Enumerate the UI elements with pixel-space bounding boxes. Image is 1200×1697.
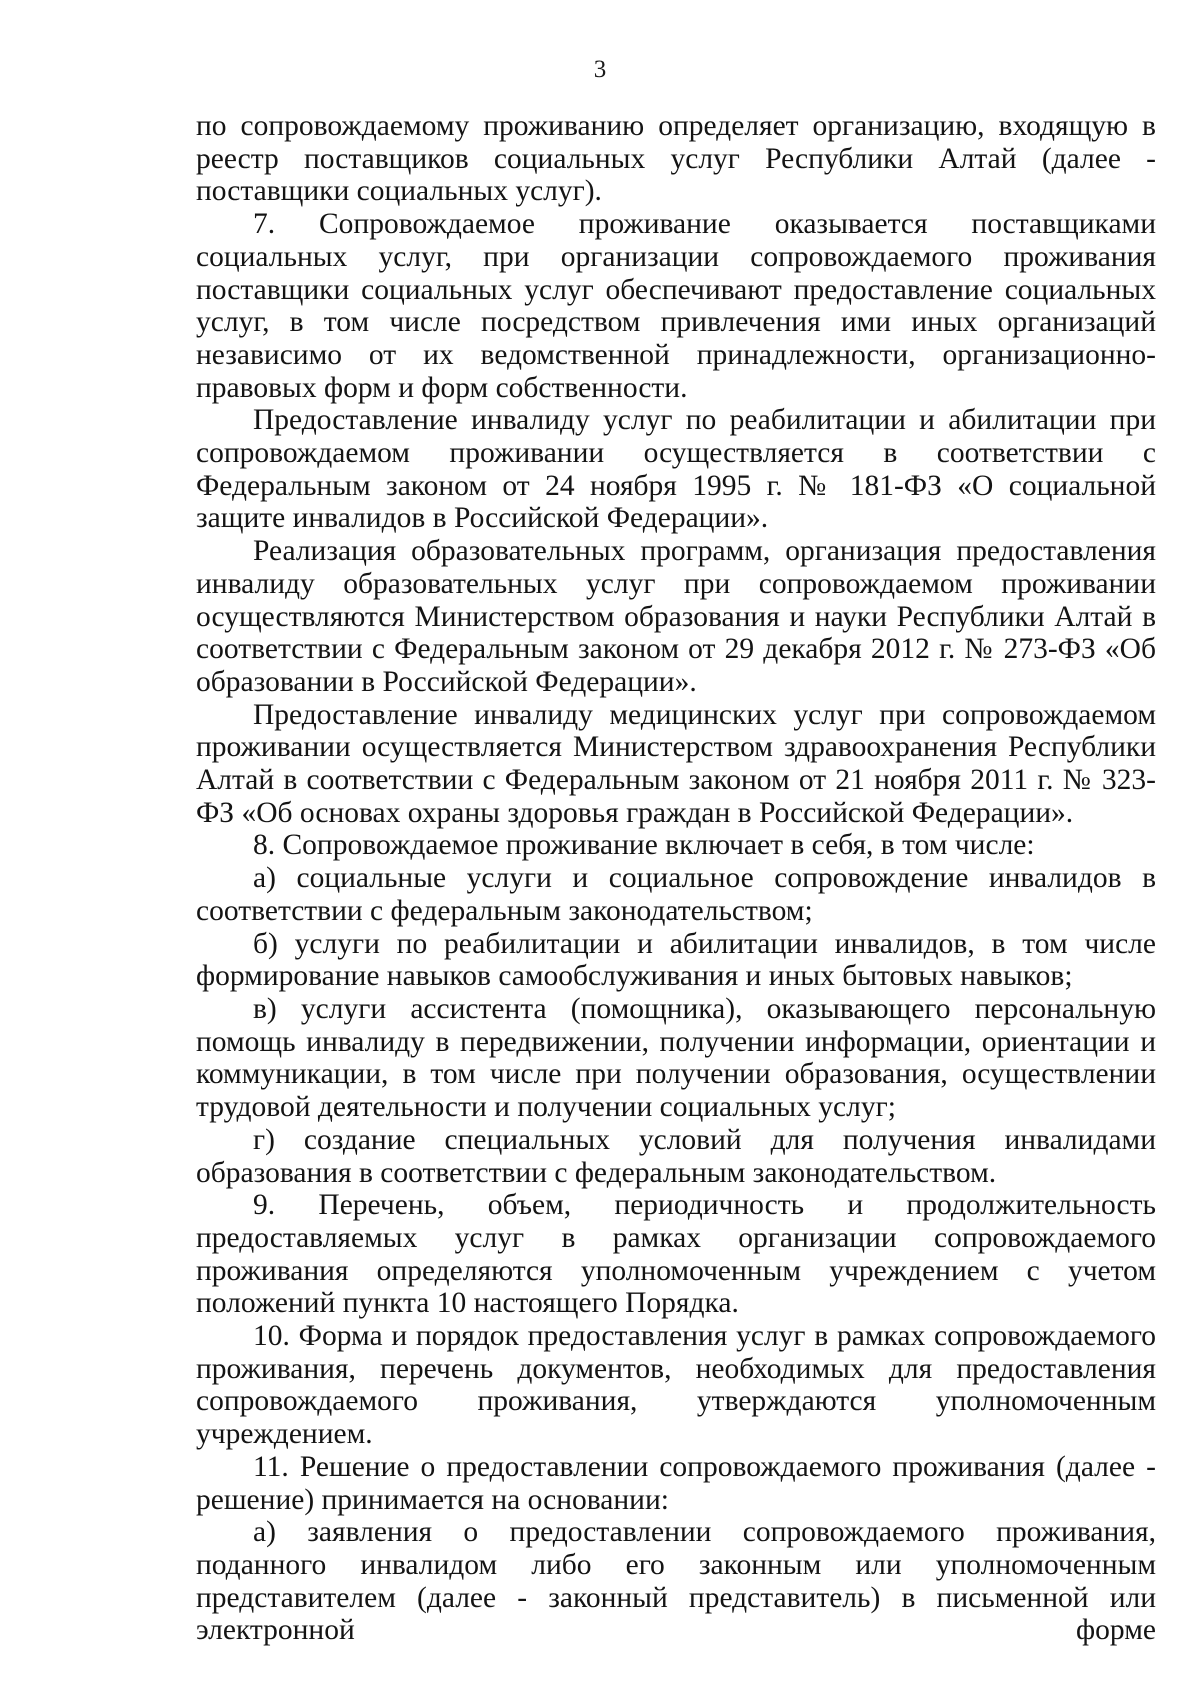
paragraph-item-8a: а) социальные услуги и социальное сопровождение инвалидов в соответствии с федеральным законодательством; [196,862,1156,927]
paragraph-rehabilitation: Предоставление инвалиду услуг по реабилитации и абилитации при сопровождаемом проживании осуществляется в соответствии с Федеральным законом от 24 ноября 1995 г. № 181-ФЗ «О социальной защите инвалидов в Российской Федерации». [196,404,1156,535]
paragraph-education: Реализация образовательных программ, организация предоставления инвалиду образовательных услуг при сопровождаемом проживании осуществляются Министерством образования и науки Республики Алтай в соответствии с Федеральным законом от 29 декабря 2012 г. № 273-ФЗ «Об образовании в Российской Федерации». [196,535,1156,698]
paragraph-item-8g: г) создание специальных условий для получения инвалидами образования в соответствии с федеральным законодательством. [196,1123,1156,1189]
paragraph-item-8v: в) услуги ассистента (помощника), оказывающего персональную помощь инвалиду в передвижении, получении информации, ориентации и коммуникации, в том числе при получении образования, осуществлении трудовой деятельности и получении социальных услуг; [196,992,1156,1124]
page-number: 3 [593,56,607,83]
paragraph-item-9: 9. Перечень, объем, периодичность и продолжительность предоставляемых услуг в рамках организации сопровождаемого проживания определяются уполномоченным учреждением с учетом положений пункта 10 настоящего Порядка. [196,1189,1156,1320]
document-body [196,110,1156,1647]
paragraph-item-8b: б) услуги по реабилитации и абилитации инвалидов, в том числе формирование навыков самообслуживания и иных бытовых навыков; [196,927,1156,993]
paragraph-item-11a: а) заявления о предоставлении сопровождаемого проживания, поданного инвалидом либо его законным или уполномоченным представителем (далее - законный представитель) в письменной или электронной форме [196,1516,1156,1647]
paragraph-item-11: 11. Решение о предоставлении сопровождаемого проживания (далее - решение) принимается на основании: [196,1450,1156,1516]
paragraph-item-7: 7. Сопровождаемое проживание оказывается поставщиками социальных услуг, при организации сопровождаемого проживания поставщики социальных услуг обеспечивают предоставление социальных услуг, в том числе посредством привлечения ими иных организаций независимо от их ведомственной принадлежности, организационно-правовых форм и форм собственности. [196,208,1156,404]
paragraph-medical: Предоставление инвалиду медицинских услуг при сопровождаемом проживании осуществляется Министерством здравоохранения Республики Алтай в соответствии с Федеральным законом от 21 ноября 2011 г. № 323-ФЗ «Об основах охраны здоровья граждан в Российской Федерации». [196,698,1156,829]
paragraph-item-10: 10. Форма и порядок предоставления услуг в рамках сопровождаемого проживания, перечень документов, необходимых для предоставления сопровождаемого проживания, утверждаются уполномоченным учреждением. [196,1320,1156,1451]
paragraph-item-8: 8. Сопровождаемое проживание включает в себя, в том числе: [253,829,1035,862]
paragraph-continuation: по сопровождаемому проживанию определяет организацию, входящую в реестр поставщиков социальных услуг Республики Алтай (далее - поставщики социальных услуг). [196,110,1156,208]
